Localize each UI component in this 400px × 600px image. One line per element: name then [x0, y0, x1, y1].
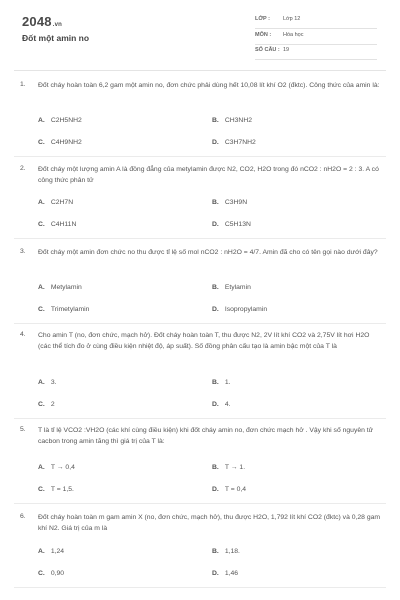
site-logo[interactable] — [22, 14, 62, 29]
option-text: C3H7NH2 — [224, 139, 256, 146]
option-text: C2H7N — [50, 199, 74, 206]
meta-subject — [255, 30, 377, 45]
question-text: Đốt cháy một lượng amin A là đồng đẳng của metylamin được N2, CO2, H2O trong đó nCO2 : nH2O = 2 : 3. A có công thức phân tử — [38, 166, 379, 184]
option-letter: C. — [38, 139, 45, 146]
document-header — [0, 0, 400, 70]
option-letter: A. — [38, 284, 45, 291]
option-letter: A. — [38, 117, 45, 124]
option-letter: A. — [38, 379, 45, 386]
option-text: 1. — [224, 379, 231, 386]
page-title: Đốt một amin no — [22, 33, 90, 43]
logo-text: 2048 — [22, 14, 52, 29]
option-text: C5H13N — [224, 221, 251, 228]
option-b[interactable] — [212, 199, 247, 206]
option-text: 1,46 — [224, 570, 239, 577]
question-number: 5. — [20, 426, 26, 433]
option-text: 3. — [50, 379, 57, 386]
logo-suffix: .vn — [52, 22, 63, 28]
option-text: Trimetylamin — [50, 306, 90, 313]
option-d[interactable] — [212, 401, 230, 408]
option-text: 0,90 — [50, 570, 65, 577]
meta-grade-value: Lớp 12 — [283, 16, 301, 22]
option-text: Metylamin — [50, 284, 82, 291]
meta-grade-label: LỚP : — [255, 16, 270, 22]
option-letter: D. — [212, 570, 219, 577]
meta-subject-label: MÔN : — [255, 32, 272, 38]
question-divider — [14, 156, 386, 157]
option-a[interactable] — [38, 548, 64, 555]
option-b[interactable] — [212, 548, 240, 555]
option-letter: D. — [212, 221, 219, 228]
header-divider — [14, 70, 386, 71]
meta-count — [255, 45, 377, 60]
option-letter: A. — [38, 548, 45, 555]
question-number: 2. — [20, 165, 26, 172]
question-text: T là tỉ lệ VCO2 :VH2O (các khí cùng điều kiện) khi đốt cháy amin no, đơn chức mạch hở . Vậy khi số nguyên tử cacbon trong amin tăng thì giá trị của T là: — [38, 427, 374, 445]
option-letter: D. — [212, 306, 219, 313]
option-text: 4. — [224, 401, 231, 408]
option-text: 2 — [50, 401, 55, 408]
question-divider — [14, 323, 386, 324]
option-text: CH3NH2 — [224, 117, 253, 124]
question-number: 3. — [20, 248, 26, 255]
option-d[interactable] — [212, 306, 267, 313]
option-a[interactable] — [38, 284, 82, 291]
option-text: C4H11N — [50, 221, 77, 228]
option-text: T → 0,4 — [50, 464, 75, 471]
option-letter: C. — [38, 570, 45, 577]
question-text: Đốt cháy hoàn toàn m gam amin X (no, đơn chức, mạch hở), thu được H2O, 1,792 lít khí CO2 (đktc) và 0,28 gam khí N2. Giá trị của m là — [38, 514, 381, 532]
option-text: Etylamin — [224, 284, 251, 291]
option-letter: A. — [38, 464, 45, 471]
option-letter: B. — [212, 284, 219, 291]
option-text: C2H5NH2 — [50, 117, 82, 124]
option-d[interactable] — [212, 486, 246, 493]
option-c[interactable] — [38, 486, 74, 493]
option-text: C4H9NH2 — [50, 139, 82, 146]
question-number: 1. — [20, 81, 26, 88]
question-number: 6. — [20, 513, 26, 520]
option-letter: A. — [38, 199, 45, 206]
option-a[interactable] — [38, 117, 82, 124]
option-c[interactable] — [38, 221, 76, 228]
option-text: T → 1. — [224, 464, 246, 471]
option-b[interactable] — [212, 117, 252, 124]
meta-count-value: 19 — [283, 47, 290, 53]
question-number: 4. — [20, 331, 26, 338]
option-letter: B. — [212, 464, 219, 471]
option-c[interactable] — [38, 401, 55, 408]
question-divider — [14, 238, 386, 239]
option-a[interactable] — [38, 464, 75, 471]
option-b[interactable] — [212, 464, 245, 471]
option-text: C3H9N — [224, 199, 248, 206]
question-divider — [14, 418, 386, 419]
option-a[interactable] — [38, 379, 56, 386]
option-text: 1,18. — [224, 548, 240, 555]
meta-subject-value: Hóa học — [283, 32, 304, 38]
question-text: Đốt cháy một amin đơn chức no thu được tỉ lệ số mol nCO2 : nH2O = 4/7. Amin đã cho có tên gọi nào dưới đây? — [38, 249, 378, 256]
option-letter: D. — [212, 486, 219, 493]
option-d[interactable] — [212, 221, 251, 228]
option-a[interactable] — [38, 199, 73, 206]
question-text: Đốt cháy hoàn toàn 6,2 gam một amin no, đơn chức phải dùng hết 10,08 lít khí O2 (đktc). Công thức của amin là: — [38, 82, 380, 89]
option-letter: B. — [212, 548, 219, 555]
option-letter: B. — [212, 117, 219, 124]
option-letter: B. — [212, 379, 219, 386]
question-text: Cho amin T (no, đơn chức, mạch hở). Đốt cháy hoàn toàn T, thu được N2, 2V lít khí CO2 và 2,75V lít hơi H2O (các thể tích đo ở cùng điều kiện nhiệt độ, áp suất). Số đồng phân cấu tạo là amin bậc một của T là — [38, 332, 370, 350]
option-b[interactable] — [212, 379, 230, 386]
option-letter: B. — [212, 199, 219, 206]
option-letter: C. — [38, 306, 45, 313]
meta-grade — [255, 14, 377, 29]
option-text: T = 1,5. — [50, 486, 74, 493]
option-letter: D. — [212, 139, 219, 146]
option-c[interactable] — [38, 139, 82, 146]
option-letter: C. — [38, 486, 45, 493]
option-c[interactable] — [38, 570, 64, 577]
meta-count-label: SỐ CÂU : — [255, 47, 280, 53]
option-d[interactable] — [212, 139, 256, 146]
option-c[interactable] — [38, 306, 89, 313]
question-divider — [14, 587, 386, 588]
option-text: 1,24 — [50, 548, 65, 555]
question-divider — [14, 503, 386, 504]
option-letter: D. — [212, 401, 219, 408]
option-b[interactable] — [212, 284, 251, 291]
option-d[interactable] — [212, 570, 238, 577]
option-text: Isopropylamin — [224, 306, 268, 313]
option-letter: C. — [38, 401, 45, 408]
option-letter: C. — [38, 221, 45, 228]
option-text: T = 0,4 — [224, 486, 247, 493]
